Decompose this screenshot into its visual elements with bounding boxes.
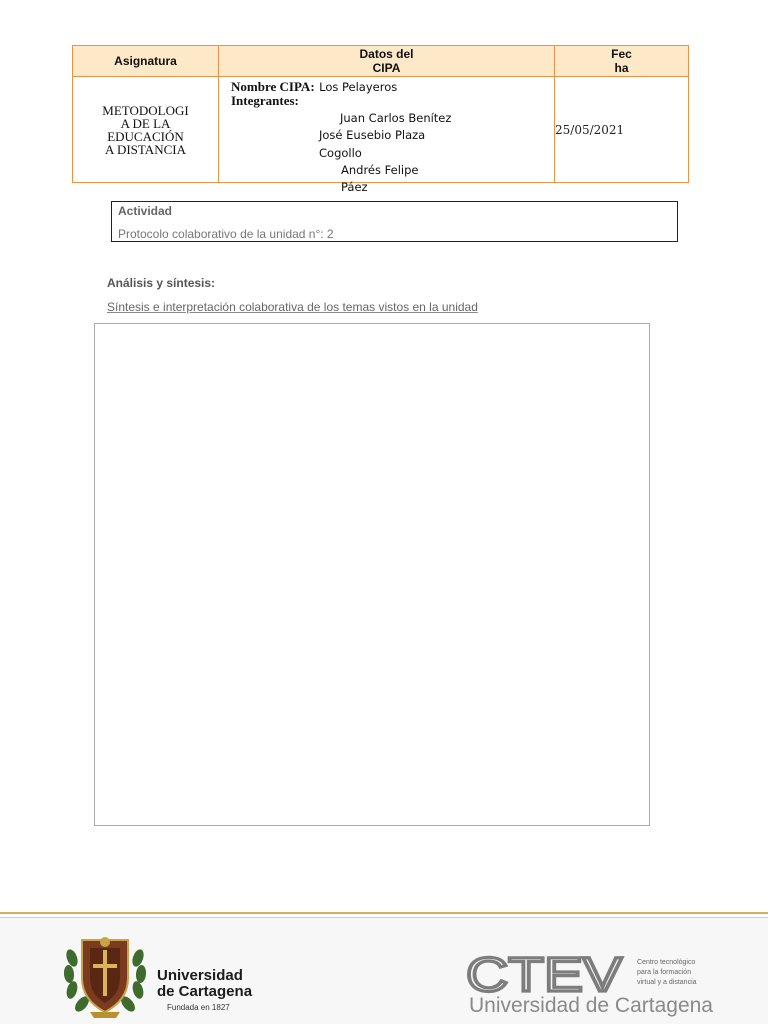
activity-box — [111, 201, 678, 242]
footer-rule — [0, 912, 768, 914]
ctev-logo-icon — [466, 953, 626, 995]
cipa-members-label: Integrantes: — [231, 93, 299, 108]
header-table — [72, 45, 689, 194]
content-row — [73, 77, 689, 183]
header-subject-label: Asignatura — [114, 54, 177, 68]
analysis-title: Análisis y síntesis: — [107, 276, 216, 290]
date-cell — [555, 77, 689, 183]
subject-line1: METODOLOGI — [102, 102, 189, 118]
cipa-cell — [219, 77, 555, 194]
header-row — [73, 46, 689, 77]
subject-line3: EDUCACIÓN — [107, 128, 184, 144]
synthesis-content-box[interactable] — [94, 323, 650, 826]
header-date-line1: Fec — [611, 47, 632, 61]
header-date — [555, 46, 689, 77]
ctev-desc-line3: virtual y a distancia — [637, 979, 697, 986]
member-3-line1: Andrés Felipe — [341, 163, 419, 177]
analysis-subtitle: Síntesis e interpretación colaborativa de los temas vistos en la unidad — [107, 300, 478, 314]
ctev-desc-line1: Centro tecnológico — [637, 959, 696, 966]
header-data — [219, 46, 555, 77]
ctev-desc-line2: para la formación — [637, 969, 692, 976]
member-2-line1: José Eusebio Plaza — [319, 128, 426, 142]
member-1: Juan Carlos Benítez — [340, 111, 452, 125]
header-data-line1: Datos del — [359, 47, 414, 61]
member-2-line2: Cogollo — [319, 146, 362, 160]
subject-line2: A DE LA — [120, 115, 171, 131]
university-name-line1: Universidad — [157, 967, 243, 984]
header-date-line2: ha — [614, 61, 629, 75]
header-data-line2: CIPA — [372, 61, 401, 75]
header-subject — [73, 46, 219, 77]
member-3-line2: Páez — [341, 180, 368, 194]
ctev-description — [637, 958, 697, 988]
ctev-university-name: Universidad de Cartagena — [469, 994, 713, 1017]
date-value: 25/05/2021 — [555, 122, 625, 137]
university-name — [157, 968, 252, 1000]
ctev-logo-text: CTEV — [466, 953, 622, 995]
cipa-name-label: Nombre CIPA: — [231, 79, 315, 94]
subject-line4: A DISTANCIA — [105, 141, 186, 157]
activity-title: Actividad — [118, 204, 173, 218]
cipa-name-value: Los Pelayeros — [319, 80, 398, 94]
activity-text: Protocolo colaborativo de la unidad n°: 2 — [118, 227, 334, 241]
university-founded: Fundada en 1827 — [167, 1003, 230, 1012]
subject-cell — [73, 77, 219, 183]
university-crest-icon — [60, 928, 150, 1020]
university-name-line2: de Cartagena — [157, 983, 253, 1000]
